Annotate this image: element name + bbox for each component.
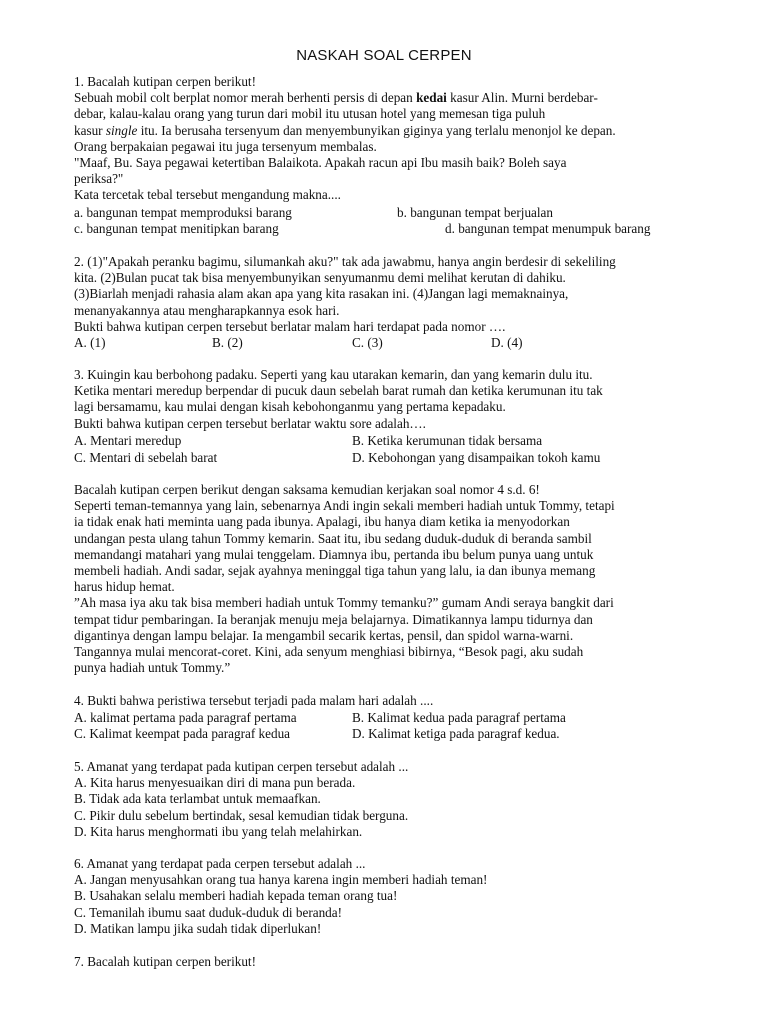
option-c: C. (3) <box>352 335 383 350</box>
passage-line: Seperti teman-temannya yang lain, sebenarnya Andi ingin sekali memberi hadiah untuk Tommy, tetapi <box>74 498 615 514</box>
option-d: d. bangunan tempat menumpuk barang <box>445 221 651 236</box>
passage-line: membeli hadiah. Andi sadar, sejak ayahnya meninggal tiga tahun yang lalu, ia dan ibunya memang <box>74 562 596 578</box>
passage-line: menanyakannya atau mengharapkannya esok hari. <box>74 302 340 318</box>
option-c: C. Temanilah ibumu saat duduk-duduk di beranda! <box>74 904 343 920</box>
passage-line: kita. (2)Bulan pucat tak bisa menyembunyikan senyumanmu demi melihat kerutan di dahiku. <box>74 270 566 286</box>
story-passage <box>74 482 714 676</box>
text-run: kasur <box>74 122 106 138</box>
text-run: kasur Alin. Murni berdebar- <box>446 90 598 106</box>
option-a: A. Jangan menyusahkan orang tua hanya karena ingin memberi hadiah teman! <box>74 872 488 888</box>
option-a: A. (1) <box>74 335 106 350</box>
passage-line: harus hidup hemat. <box>74 579 175 595</box>
option-d: D. Kita harus menghormati ibu yang telah melahirkan. <box>74 823 363 839</box>
passage-line: ”Ah masa iya aku tak bisa memberi hadiah untuk Tommy temanku?” gumam Andi seraya bangkit dari <box>74 595 614 611</box>
passage-line: undangan pesta ulang tahun Tommy kemarin. Saat itu, ibu sedang duduk-duduk di beranda sambil <box>74 530 592 546</box>
option-b: B. (2) <box>212 335 243 350</box>
passage-line: Ketika mentari meredup berpendar di pucuk daun sebelah barat rumah dan ketika kerumunan itu tak <box>74 383 603 399</box>
question-2 <box>74 254 714 335</box>
option-c: C. Pikir dulu sebelum bertindak, sesal kemudian tidak berguna. <box>74 807 409 823</box>
option-c: c. bangunan tempat menitipkan barang <box>74 221 279 236</box>
option-a: A. Mentari meredup <box>74 433 182 448</box>
passage-line <box>74 90 714 106</box>
passage-line: "Maaf, Bu. Saya pegawai ketertiban Balaikota. Apakah racun api Ibu masih baik? Boleh saya <box>74 154 567 170</box>
bold-word: kedai <box>416 90 447 106</box>
option-d: D. Matikan lampu jika sudah tidak diperlukan! <box>74 920 322 936</box>
passage-line: 2. (1)"Apakah peranku bagimu, silumankah aku?" tak ada jawabmu, hanya angin berdesir di sekeliling <box>74 254 616 269</box>
passage-line: digantinya dengan lampu belajar. Ia mengambil secarik kertas, pensil, dan spidol warna-warni. <box>74 627 574 643</box>
option-b: B. Tidak ada kata terlambat untuk memaafkan. <box>74 791 321 807</box>
option-b: B. Ketika kerumunan tidak bersama <box>352 433 543 448</box>
option-b: b. bangunan tempat berjualan <box>397 205 553 220</box>
question-6-stem: 6. Amanat yang terdapat pada cerpen tersebut adalah ... <box>74 856 366 871</box>
passage-line: 3. Kuingin kau berbohong padaku. Seperti yang kau utarakan kemarin, dan yang kemarin dulu itu. <box>74 367 593 382</box>
passage-line: periksa?" <box>74 171 124 187</box>
option-c: C. Kalimat keempat pada paragraf kedua <box>74 726 291 741</box>
question-1 <box>74 74 714 204</box>
question-7 <box>74 954 714 970</box>
question-4 <box>74 693 714 709</box>
question-6 <box>74 856 714 937</box>
text-run: itu. Ia berusaha tersenyum dan menyembunyikan giginya yang terlalu menonjol ke depan. <box>137 122 616 138</box>
passage-line: punya hadiah untuk Tommy.” <box>74 660 231 676</box>
option-a: A. kalimat pertama pada paragraf pertama <box>74 710 297 725</box>
question-7-stem: 7. Bacalah kutipan cerpen berikut! <box>74 954 256 969</box>
passage-line: memandangi matahari yang mulai tenggelam. Diamnya ibu, pertanda ibu belum punya uang untuk <box>74 546 594 562</box>
question-3 <box>74 367 714 432</box>
option-d: D. Kalimat ketiga pada paragraf kedua. <box>352 726 560 741</box>
passage-line: lagi bersamamu, kau mulai dengan kisah kebohonganmu yang pertama kepadaku. <box>74 399 506 415</box>
passage-instruction: Bacalah kutipan cerpen berikut dengan saksama kemudian kerjakan soal nomor 4 s.d. 6! <box>74 482 540 497</box>
text-run: Sebuah mobil colt berplat nomor merah berhenti persis di depan <box>74 90 417 106</box>
option-b: B. Kalimat kedua pada paragraf pertama <box>352 710 566 725</box>
passage-line: Orang berpakaian pegawai itu juga tersenyum membalas. <box>74 138 377 154</box>
option-c: C. Mentari di sebelah barat <box>74 450 218 465</box>
passage-line <box>74 123 714 139</box>
option-b: B. Usahakan selalu memberi hadiah kepada teman orang tua! <box>74 888 398 904</box>
passage-line: (3)Biarlah menjadi rahasia alam akan apa yang kita rasakan ini. (4)Jangan lagi memaknainya, <box>74 286 569 302</box>
question-5-stem: 5. Amanat yang terdapat pada kutipan cerpen tersebut adalah ... <box>74 759 409 774</box>
italic-word: single <box>105 122 138 138</box>
question-1-stem: 1. Bacalah kutipan cerpen berikut! <box>74 74 256 89</box>
option-a: A. Kita harus menyesuaikan diri di mana pun berada. <box>74 775 356 791</box>
option-d: D. (4) <box>491 335 523 350</box>
question-1-prompt: Kata tercetak tebal tersebut mengandung makna.... <box>74 187 341 203</box>
passage-line: ia tidak enak hati meminta uang pada ibunya. Apalagi, ibu hanya diam ketika ia menyodorkan <box>74 514 570 530</box>
question-5 <box>74 759 714 840</box>
passage-line: Tangannya mulai mencorat-coret. Kini, ada senyum menghiasi bibirnya, “Besok pagi, aku sudah <box>74 643 584 659</box>
option-d: D. Kebohongan yang disampaikan tokoh kamu <box>352 450 601 465</box>
question-3-prompt: Bukti bahwa kutipan cerpen tersebut berlatar waktu sore adalah…. <box>74 415 426 431</box>
page-title: NASKAH SOAL CERPEN <box>296 47 472 64</box>
option-a: a. bangunan tempat memproduksi barang <box>74 205 292 220</box>
passage-line: debar, kalau-kalau orang yang turun dari mobil itu utusan hotel yang memesan tiga puluh <box>74 106 546 122</box>
passage-line: tempat tidur pembaringan. Ia beranjak menuju meja belajarnya. Dimatikannya lampu tidurnya dan <box>74 611 593 627</box>
question-4-stem: 4. Bukti bahwa peristiwa tersebut terjadi pada malam hari adalah .... <box>74 693 434 708</box>
question-2-prompt: Bukti bahwa kutipan cerpen tersebut berlatar malam hari terdapat pada nomor …. <box>74 318 506 334</box>
